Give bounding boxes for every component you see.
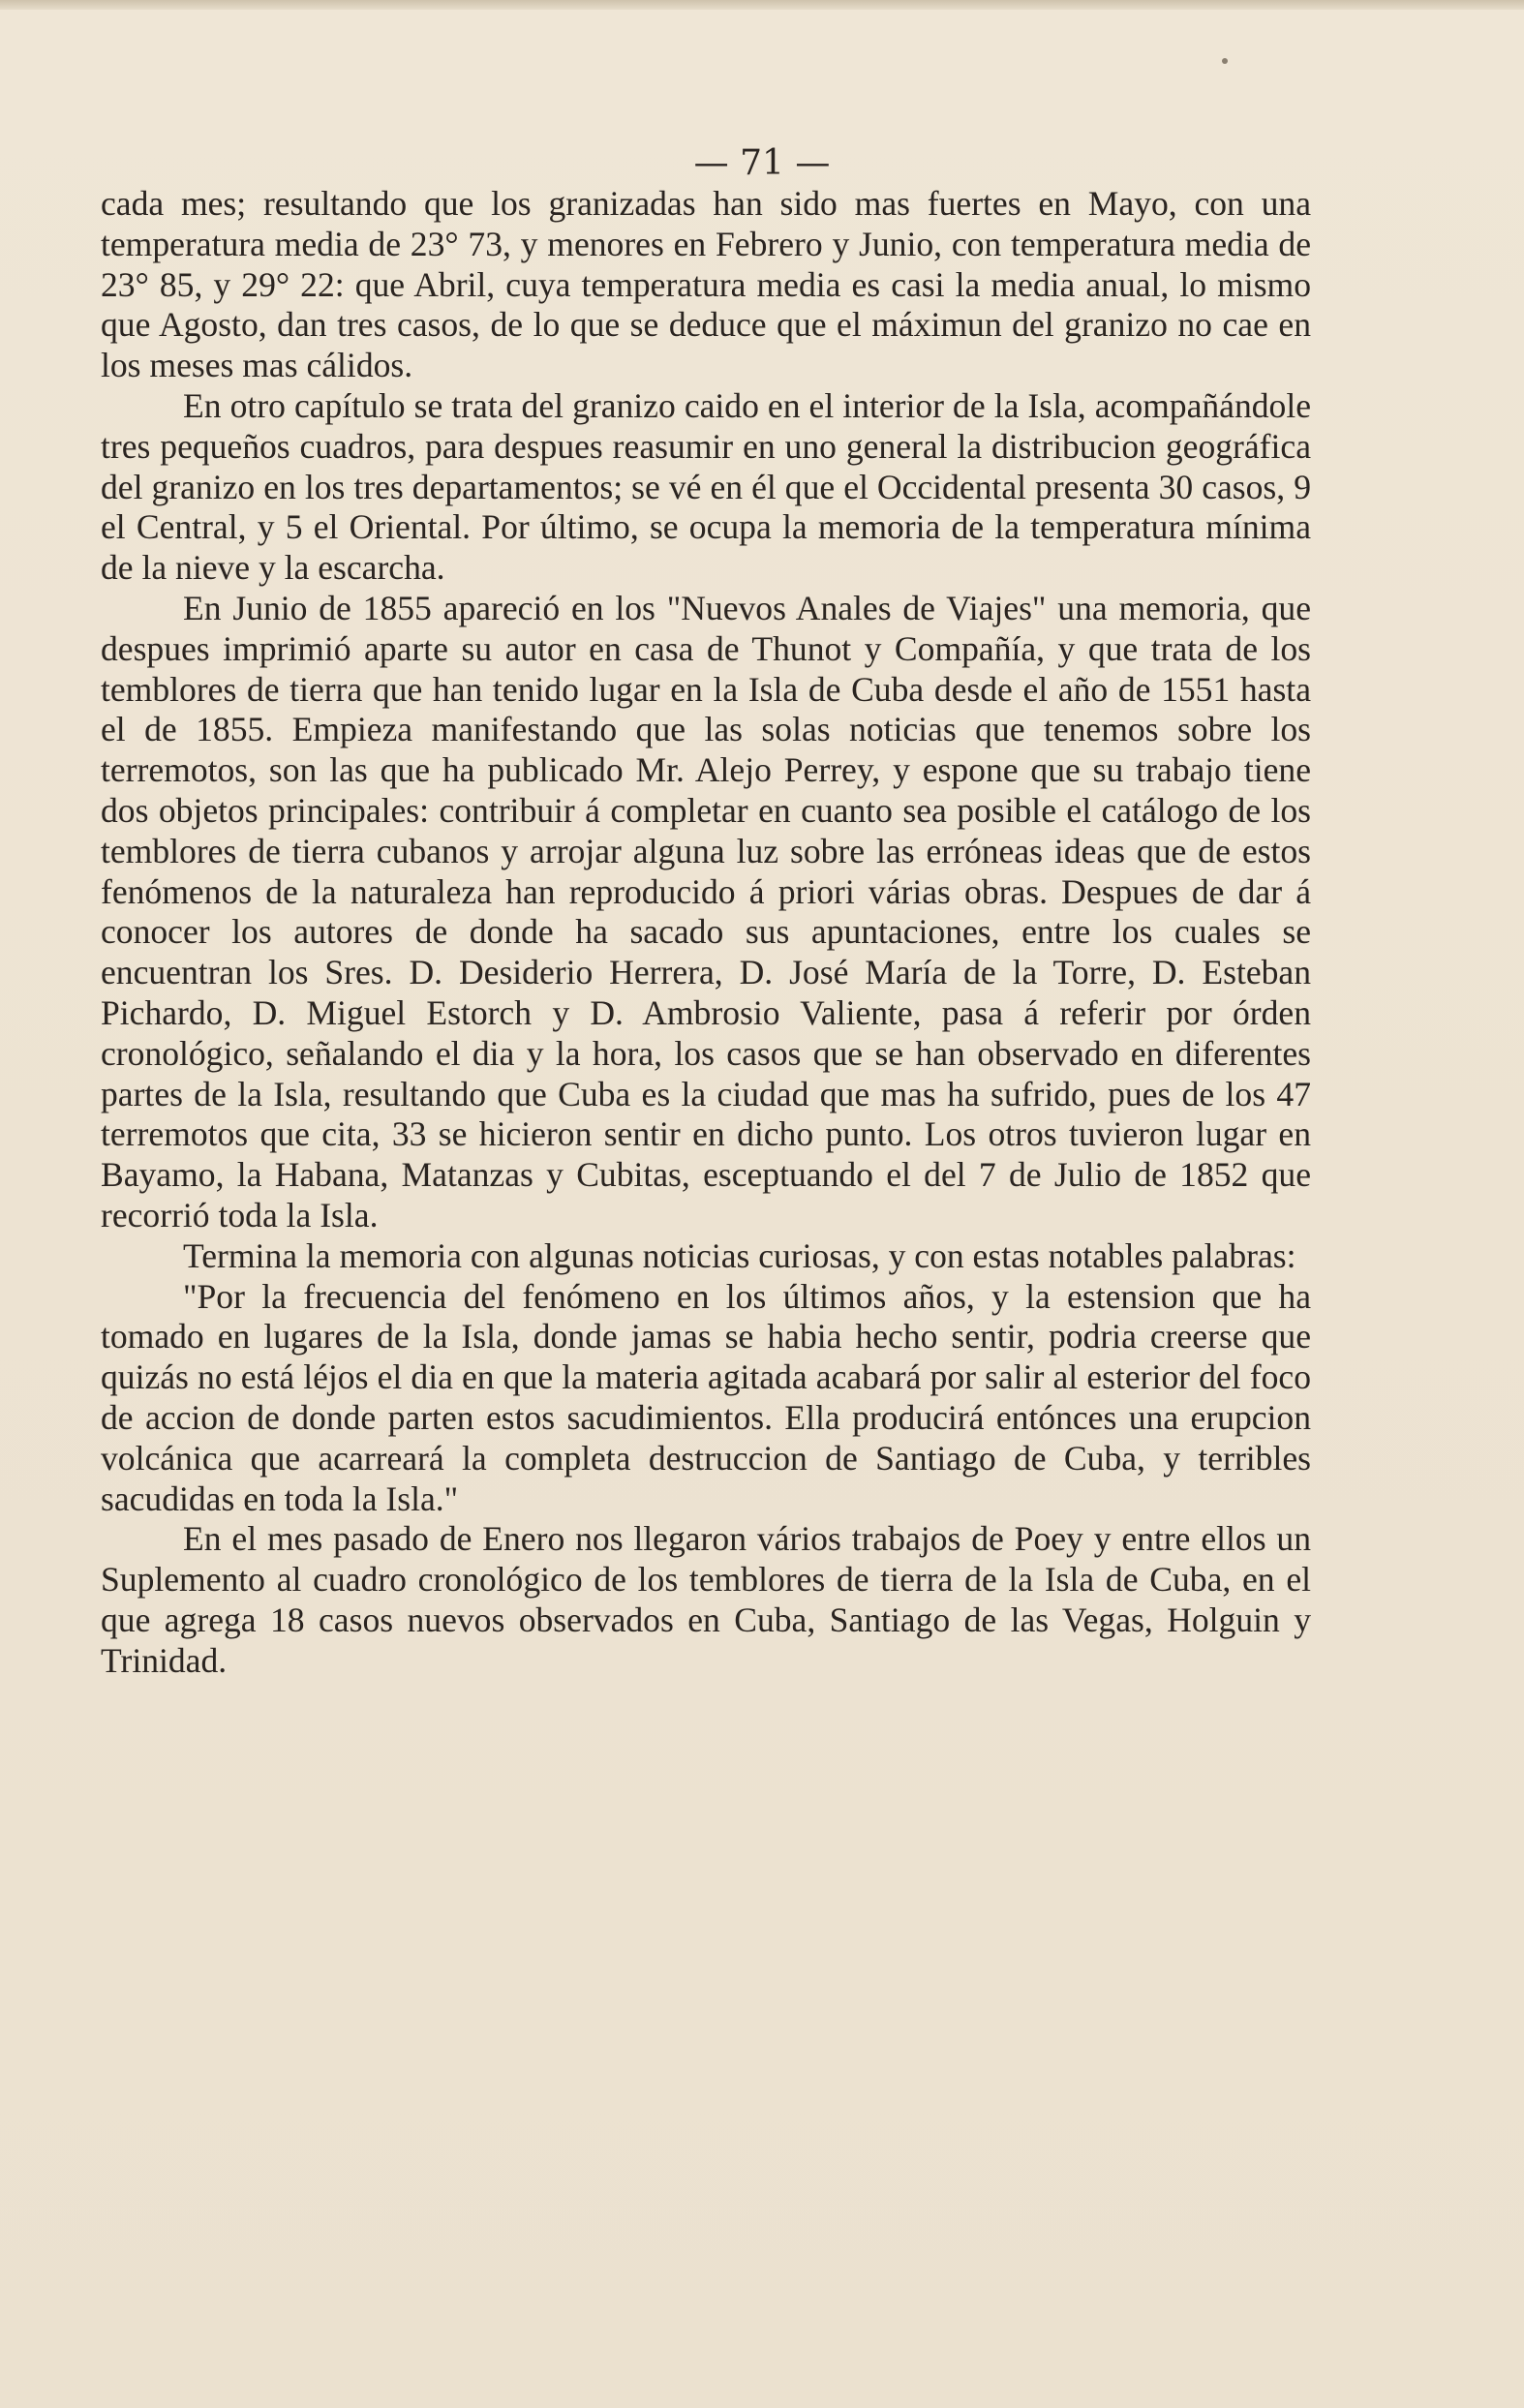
paragraph: En otro capítulo se trata del granizo caido en el interior de la Isla, acompañándole tres pequeños cuadros, para despues reasumir en uno general la distribucion geográfica del granizo en los tres departamentos; se vé en él que el Occidental presenta 30 casos, 9 el Central, y 5 el Oriental. Por último, se ocupa la memoria de la temperatura mínima de la nieve y la escarcha.	[101, 385, 1311, 588]
page-top-edge	[0, 0, 1524, 10]
page-speck	[1222, 58, 1228, 64]
paragraph: cada mes; resultando que los granizadas han sido mas fuertes en Mayo, con una temperatura media de 23° 73, y menores en Febrero y Junio, con temperatura media de 23° 85, y 29° 22: que Abril, cuya temperatura media es casi la media anual, lo mismo que Agosto, dan tres casos, de lo que se deduce que el máximun del granizo no cae en los meses mas cálidos.	[101, 184, 1311, 385]
paragraph: En el mes pasado de Enero nos llegaron vários trabajos de Poey y entre ellos un Suplemento al cuadro cronológico de los temblores de tierra de la Isla de Cuba, en el que agrega 18 casos nuevos observados en Cuba, Santiago de las Vegas, Holguin y Trinidad.	[101, 1519, 1311, 1680]
page-number: — 71 —	[693, 143, 831, 183]
body-text	[101, 184, 1311, 1681]
paragraph: Termina la memoria con algunas noticias curiosas, y con estas notables palabras:	[183, 1235, 1296, 1275]
paragraph: En Junio de 1855 apareció en los "Nuevos Anales de Viajes" una memoria, que despues imprimió aparte su autor en casa de Thunot y Compañía, y que trata de los temblores de tierra que han tenido lugar en la Isla de Cuba desde el año de 1551 hasta el de 1855. Empieza manifestando que las solas noticias que tenemos sobre los terremotos, son las que ha publicado Mr. Alejo Perrey, y espone que su trabajo tiene dos objetos principales: contribuir á completar en cuanto sea posible el catálogo de los temblores de tierra cubanos y arrojar alguna luz sobre las erróneas ideas que de estos fenómenos de la naturaleza han reproducido á priori várias obras. Despues de dar á conocer los autores de donde ha sacado sus apuntaciones, entre los cuales se encuentran los Sres. D. Desiderio Herrera, D. José María de la Torre, D. Esteban Pichardo, D. Miguel Estorch y D. Ambrosio Valiente, pasa á referir por órden cronológico, señalando el dia y la hora, los casos que se han observado en diferentes partes de la Isla, resultando que Cuba es la ciudad que mas ha sufrido, pues de los 47 terremotos que cita, 33 se hicieron sentir en dicho punto. Los otros tuvieron lugar en Bayamo, la Habana, Matanzas y Cubitas, esceptuando el del 7 de Julio de 1852 que recorrió toda la Isla.	[101, 588, 1311, 1234]
quotation-paragraph: "Por la frecuencia del fenómeno en los últimos años, y la estension que ha tomado en lugares de la Isla, donde jamas se habia hecho sentir, podria creerse que quizás no está léjos el dia en que la materia agitada acabará por salir al esterior del foco de accion de donde parten estos sacudimientos. Ella producirá entónces una erupcion volcánica que acarreará la completa destruccion de Santiago de Cuba, y terribles sacudidas en toda la Isla."	[101, 1276, 1311, 1518]
